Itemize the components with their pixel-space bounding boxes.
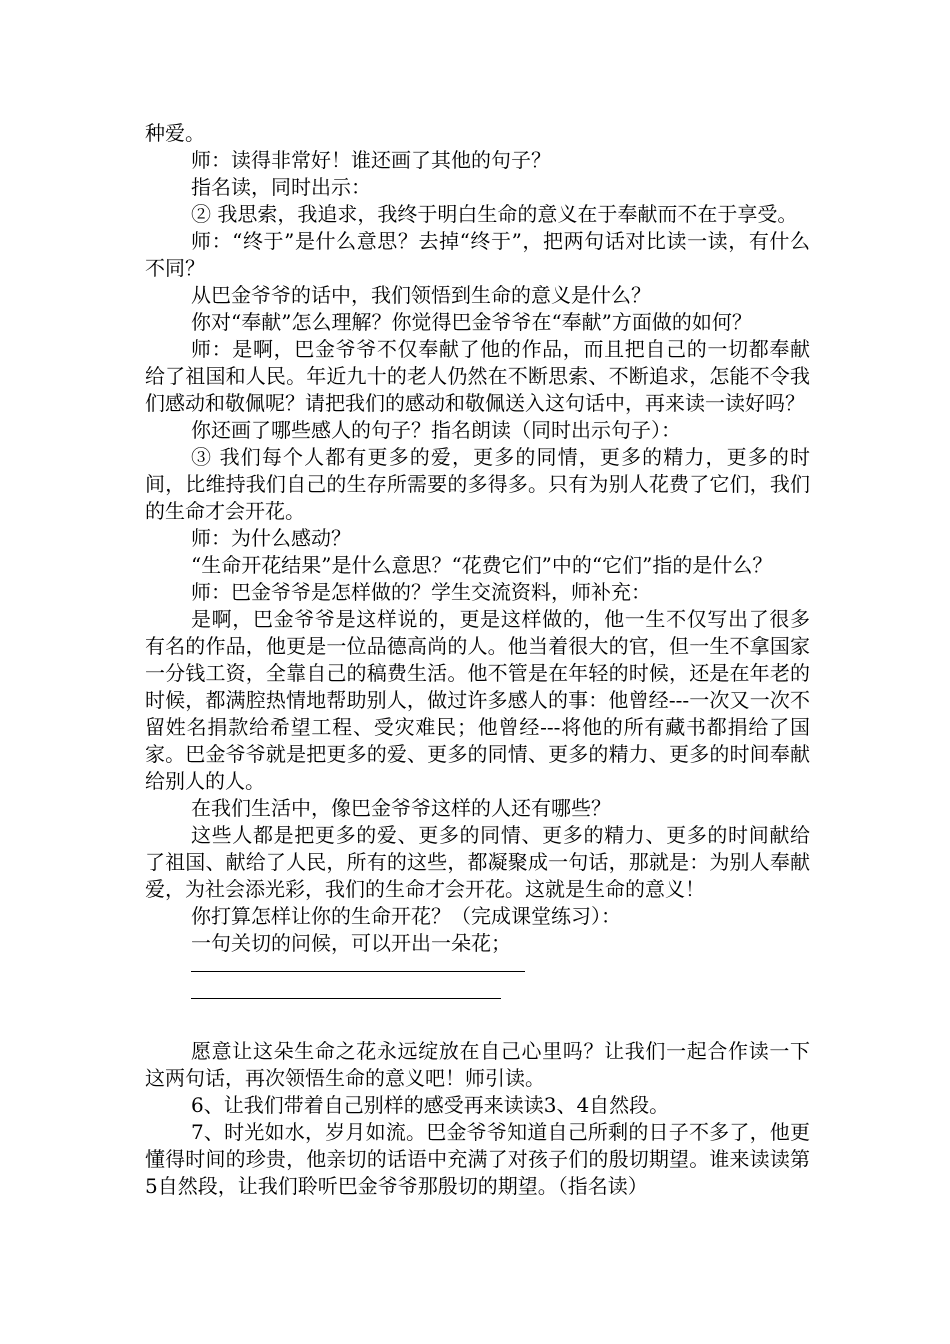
paragraph-10: ③ 我们每个人都有更多的爱，更多的同情，更多的精力，更多的时间，比维持我们自己的生存所需要的多得多。只有为别人花费了它们，我们的生命才会开花。 [145,445,810,523]
paragraph-20: 6、让我们带着自己别样的感受再来读读3、4自然段。 [191,1093,670,1117]
paragraph-13: 师：巴金爷爷是怎样做的？学生交流资料，师补充： [191,580,651,604]
paragraph-4: ② 我思索，我追求，我终于明白生命的意义在于奉献而不在于享受。 [191,202,798,226]
paragraph-19: 愿意让这朵生命之花永远绽放在自己心里吗？让我们一起合作读一下这两句话，再次领悟生命的意义吧！师引读。 [145,1039,810,1090]
paragraph-11: 师：为什么感动？ [191,526,351,550]
paragraph-17: 你打算怎样让你的生命开花？（完成课堂练习）： [191,904,621,928]
paragraph-21: 7、时光如水，岁月如流。巴金爷爷知道自己所剩的日子不多了，他更懂得时间的珍贵，他亲切的话语中充满了对孩子们的殷切期望。谁来读读第5自然段，让我们聆听巴金爷爷那殷切的期望。（指名读） [145,1120,810,1198]
paragraph-9: 你还画了哪些感人的句子？指名朗读（同时出示句子）： [191,418,681,442]
paragraph-15: 在我们生活中，像巴金爷爷这样的人还有哪些？ [191,796,611,820]
fill-in-blank-line-2 [191,984,810,1011]
paragraph-14: 是啊，巴金爷爷是这样说的，更是这样做的，他一生不仅写出了很多有名的作品，他更是一位品德高尚的人。他当着很大的官，但一生不拿国家一分钱工资，全靠自己的稿费生活。他不管是在年轻的时候，还是在年老的时候，都满腔热情地帮助别人，做过许多感人的事：他曾经---一次又一次不留姓名捐款给希望工程、受灾难民；他曾经---将他的所有藏书都捐给了国家。巴金爷爷就是把更多的爱、更多的同情、更多的精力、更多的时间奉献给别人的人。 [145,607,810,793]
blank-gap [191,1011,810,1038]
paragraph-2: 师：读得非常好！谁还画了其他的句子？ [191,148,551,172]
paragraph-1: 种爱。 [145,121,205,145]
fill-in-blank-line-1 [191,957,810,984]
paragraph-18: 一句关切的问候，可以开出一朵花； [191,931,511,955]
paragraph-6: 从巴金爷爷的话中，我们领悟到生命的意义是什么？ [191,283,651,307]
document-page [145,120,810,1200]
paragraph-5: 师：“终于”是什么意思？去掉“终于”，把两句话对比读一读，有什么不同？ [145,229,810,280]
paragraph-7: 你对“奉献”怎么理解？你觉得巴金爷爷在“奉献”方面做的如何？ [191,310,752,334]
paragraph-3: 指名读，同时出示： [191,175,371,199]
paragraph-12: “生命开花结果”是什么意思？“花费它们”中的“它们”指的是什么？ [191,553,773,577]
paragraph-8: 师：是啊，巴金爷爷不仅奉献了他的作品，而且把自己的一切都奉献给了祖国和人民。年近九十的老人仍然在不断思索、不断追求，怎能不令我们感动和敬佩呢？请把我们的感动和敬佩送入这句话中，再来读一读好吗？ [145,337,810,415]
paragraph-16: 这些人都是把更多的爱、更多的同情、更多的精力、更多的时间献给了祖国、献给了人民，所有的这些，都凝聚成一句话，那就是：为别人奉献爱，为社会添光彩，我们的生命才会开花。这就是生命的意义！ [145,823,810,901]
